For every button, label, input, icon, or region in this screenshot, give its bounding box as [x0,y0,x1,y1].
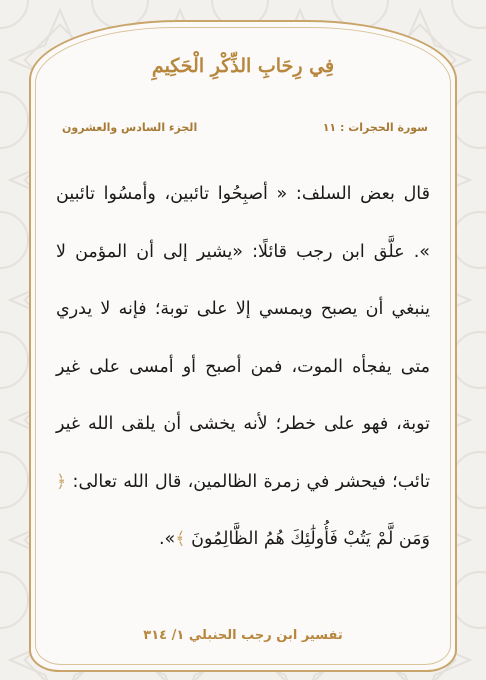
surah-reference: سورة الحجرات : ١١ [322,121,428,134]
ornament-open-icon: ﴿ [56,471,67,492]
source-citation: تفسير ابن رجب الحنبلي ١/ ٣١٤ [143,628,343,643]
quran-verse: وَمَن لَّمْ يَتُبْ فَأُولَٰئِكَ هُمُ الظَّالِمُونَ [191,529,430,549]
ornament-close-icon: ﴾ [175,529,186,549]
juz-label: الجزء السادس والعشرون [62,121,198,134]
body-text-after: ». [158,529,176,549]
page-title: فِي رِحَابِ الذِّكْرِ الْحَكِيمِ [151,55,335,77]
body-text-before: قال بعض السلف: « أصبِحُوا تائبين، وأمسُوا تائبين ». علَّق ابن رجب قائلًا: «يشير إلى أن المؤمن لا ينبغي أن يصبح ويمسي إلا على توبة؛ فإنه لا يدري متى يفجأه الموت، فمن أصبح أو أمسى على غير توبة، فهو على خطر؛ لأنه يخشى أن يلقى الله غير تائب؛ فيحشر في زمرة الظالمين، قال الله تعالى: [56,184,430,492]
body-paragraph [56,166,430,569]
